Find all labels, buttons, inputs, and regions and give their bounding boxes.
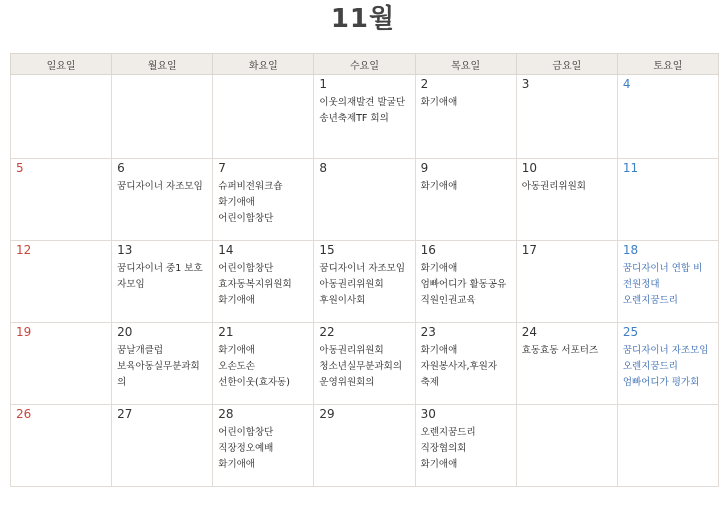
day-cell[interactable] (11, 159, 112, 241)
event-item[interactable]: 오렌지꿈드리 (622, 295, 678, 306)
event-item[interactable]: 꿈디자이너 중1 보호 (117, 263, 203, 274)
event-item[interactable]: 자원봉사자,후원자 (420, 361, 497, 372)
day-number: 15 (319, 243, 335, 257)
event-item[interactable]: 보육아동실무분과회 (117, 361, 200, 372)
event-item[interactable]: 꿈디자이너 연합 비 (622, 263, 703, 274)
day-number: 17 (521, 243, 537, 257)
event-item[interactable]: 아동권리위원회 (521, 181, 586, 192)
day-cell[interactable] (314, 405, 415, 487)
day-number: 25 (622, 325, 639, 339)
day-number: 4 (622, 77, 631, 91)
event-item[interactable]: 직원인권교육 (420, 295, 476, 306)
day-number: 16 (420, 243, 436, 257)
day-cell[interactable] (11, 241, 112, 323)
event-item[interactable]: 자모임 (117, 279, 145, 290)
event-item[interactable]: 선한이웃(효자동) (218, 377, 290, 388)
day-cell[interactable] (213, 405, 314, 487)
event-item[interactable]: 전원정대 (622, 279, 660, 290)
day-number: 19 (16, 325, 32, 339)
day-cell[interactable] (213, 241, 314, 323)
day-number: 24 (521, 325, 537, 339)
event-item[interactable]: 화기애애 (218, 197, 255, 208)
event-item[interactable]: 화기애애 (420, 345, 458, 356)
day-cell[interactable] (415, 241, 516, 323)
day-cell[interactable] (516, 323, 617, 405)
day-cell (112, 75, 213, 159)
day-number: 20 (117, 325, 133, 339)
event-item[interactable]: 어린이합창단 (218, 427, 274, 438)
day-cell[interactable] (314, 241, 415, 323)
event-item[interactable]: 후원이사회 (319, 295, 366, 306)
day-number: 12 (16, 243, 32, 257)
day-cell[interactable] (314, 159, 415, 241)
day-cell[interactable] (415, 405, 516, 487)
day-cell (617, 405, 718, 487)
day-cell[interactable] (213, 159, 314, 241)
event-item[interactable]: 의 (117, 377, 127, 388)
weekday-header-wed: 수요일 (314, 54, 415, 75)
event-item[interactable]: 효자동복지위원회 (218, 279, 292, 290)
day-cell[interactable] (213, 323, 314, 405)
day-number: 27 (117, 407, 133, 421)
event-item[interactable]: 화기애애 (218, 345, 255, 356)
event-item[interactable]: 오렌지꿈드리 (420, 427, 476, 438)
weekday-header-sun: 일요일 (11, 54, 112, 75)
day-cell[interactable] (617, 75, 718, 159)
weekday-header-sat: 토요일 (617, 54, 718, 75)
event-item[interactable]: 꿈날개클럽 (117, 345, 164, 356)
day-number: 9 (420, 161, 429, 175)
calendar-title: 11월 (330, 4, 396, 34)
day-cell[interactable] (415, 159, 516, 241)
event-item[interactable]: 이웃의재발견 발굴단 (319, 97, 406, 108)
day-cell (11, 75, 112, 159)
day-number: 21 (218, 325, 234, 339)
day-cell (213, 75, 314, 159)
event-item[interactable]: 축제 (420, 377, 439, 388)
day-cell[interactable] (112, 323, 213, 405)
day-cell (516, 405, 617, 487)
day-number: 26 (16, 407, 32, 421)
event-item[interactable]: 송년축제TF 회의 (319, 113, 389, 124)
day-cell[interactable] (314, 75, 415, 159)
day-number: 7 (218, 161, 226, 175)
event-item[interactable]: 꿈디자이너 자조모임 (622, 345, 709, 356)
event-item[interactable]: 화기애애 (218, 459, 255, 470)
event-item[interactable]: 꿈디자이너 자조모임 (319, 263, 406, 274)
day-number: 6 (117, 161, 125, 175)
weekday-header-tue: 화요일 (213, 54, 314, 75)
event-item[interactable]: 아동권리위원회 (319, 345, 384, 356)
event-item[interactable]: 화기애애 (420, 181, 458, 192)
event-item[interactable]: 직장정오예배 (218, 443, 274, 454)
week-row (11, 159, 719, 241)
day-number: 30 (420, 407, 436, 421)
week-row (11, 323, 719, 405)
weekday-header-thu: 목요일 (415, 54, 516, 75)
day-number: 22 (319, 325, 335, 339)
event-item[interactable]: 엄빠어디가 활동공유 (420, 279, 507, 290)
day-cell[interactable] (617, 159, 718, 241)
day-number: 29 (319, 407, 335, 421)
event-item[interactable]: 운영위원회의 (319, 377, 375, 388)
day-number: 23 (420, 325, 436, 339)
day-cell[interactable] (415, 323, 516, 405)
day-cell[interactable] (11, 405, 112, 487)
day-number: 28 (218, 407, 234, 421)
event-item[interactable]: 화기애애 (420, 97, 458, 108)
event-item[interactable]: 오렌지꿈드리 (622, 361, 678, 372)
event-item[interactable]: 효동효동 서포터즈 (521, 345, 599, 356)
week-row (11, 405, 719, 487)
day-number: 2 (420, 77, 429, 91)
day-number: 5 (16, 161, 24, 175)
event-item[interactable]: 어린이합창단 (218, 263, 274, 274)
day-cell[interactable] (112, 241, 213, 323)
day-cell[interactable] (516, 241, 617, 323)
day-number: 3 (521, 77, 530, 91)
day-number: 14 (218, 243, 234, 257)
day-number: 11 (622, 161, 639, 175)
event-item[interactable]: 슈퍼비전워크숍 (218, 181, 283, 192)
event-item[interactable]: 어린이합창단 (218, 213, 274, 224)
day-cell[interactable] (617, 241, 718, 323)
day-cell[interactable] (617, 323, 718, 405)
weekday-header-row (11, 54, 719, 75)
day-number: 8 (319, 161, 328, 175)
event-item[interactable]: 청소년실무분과회의 (319, 361, 403, 372)
day-cell[interactable] (516, 75, 617, 159)
weekday-header-fri: 금요일 (516, 54, 617, 75)
day-cell[interactable] (516, 159, 617, 241)
event-item[interactable]: 아동권리위원회 (319, 279, 384, 290)
event-item[interactable]: 직장협의회 (420, 443, 467, 454)
day-number: 18 (622, 243, 639, 257)
event-item[interactable]: 화기애애 (420, 263, 458, 274)
event-item[interactable]: 꿈디자이너 자조모임 (117, 181, 203, 192)
event-item[interactable]: 화기애애 (218, 295, 255, 306)
event-item[interactable]: 엄빠어디가 평가회 (622, 377, 700, 388)
week-row (11, 75, 719, 159)
event-item[interactable]: 오손도손 (218, 361, 255, 372)
day-cell[interactable] (112, 405, 213, 487)
day-cell[interactable] (11, 323, 112, 405)
event-item[interactable]: 화기애애 (420, 459, 458, 470)
week-row (11, 241, 719, 323)
day-number: 13 (117, 243, 133, 257)
weekday-header-mon: 월요일 (112, 54, 213, 75)
day-number: 10 (521, 161, 537, 175)
calendar-grid (10, 53, 719, 487)
day-cell[interactable] (112, 159, 213, 241)
day-cell[interactable] (415, 75, 516, 159)
day-cell[interactable] (314, 323, 415, 405)
day-number: 1 (319, 77, 328, 91)
